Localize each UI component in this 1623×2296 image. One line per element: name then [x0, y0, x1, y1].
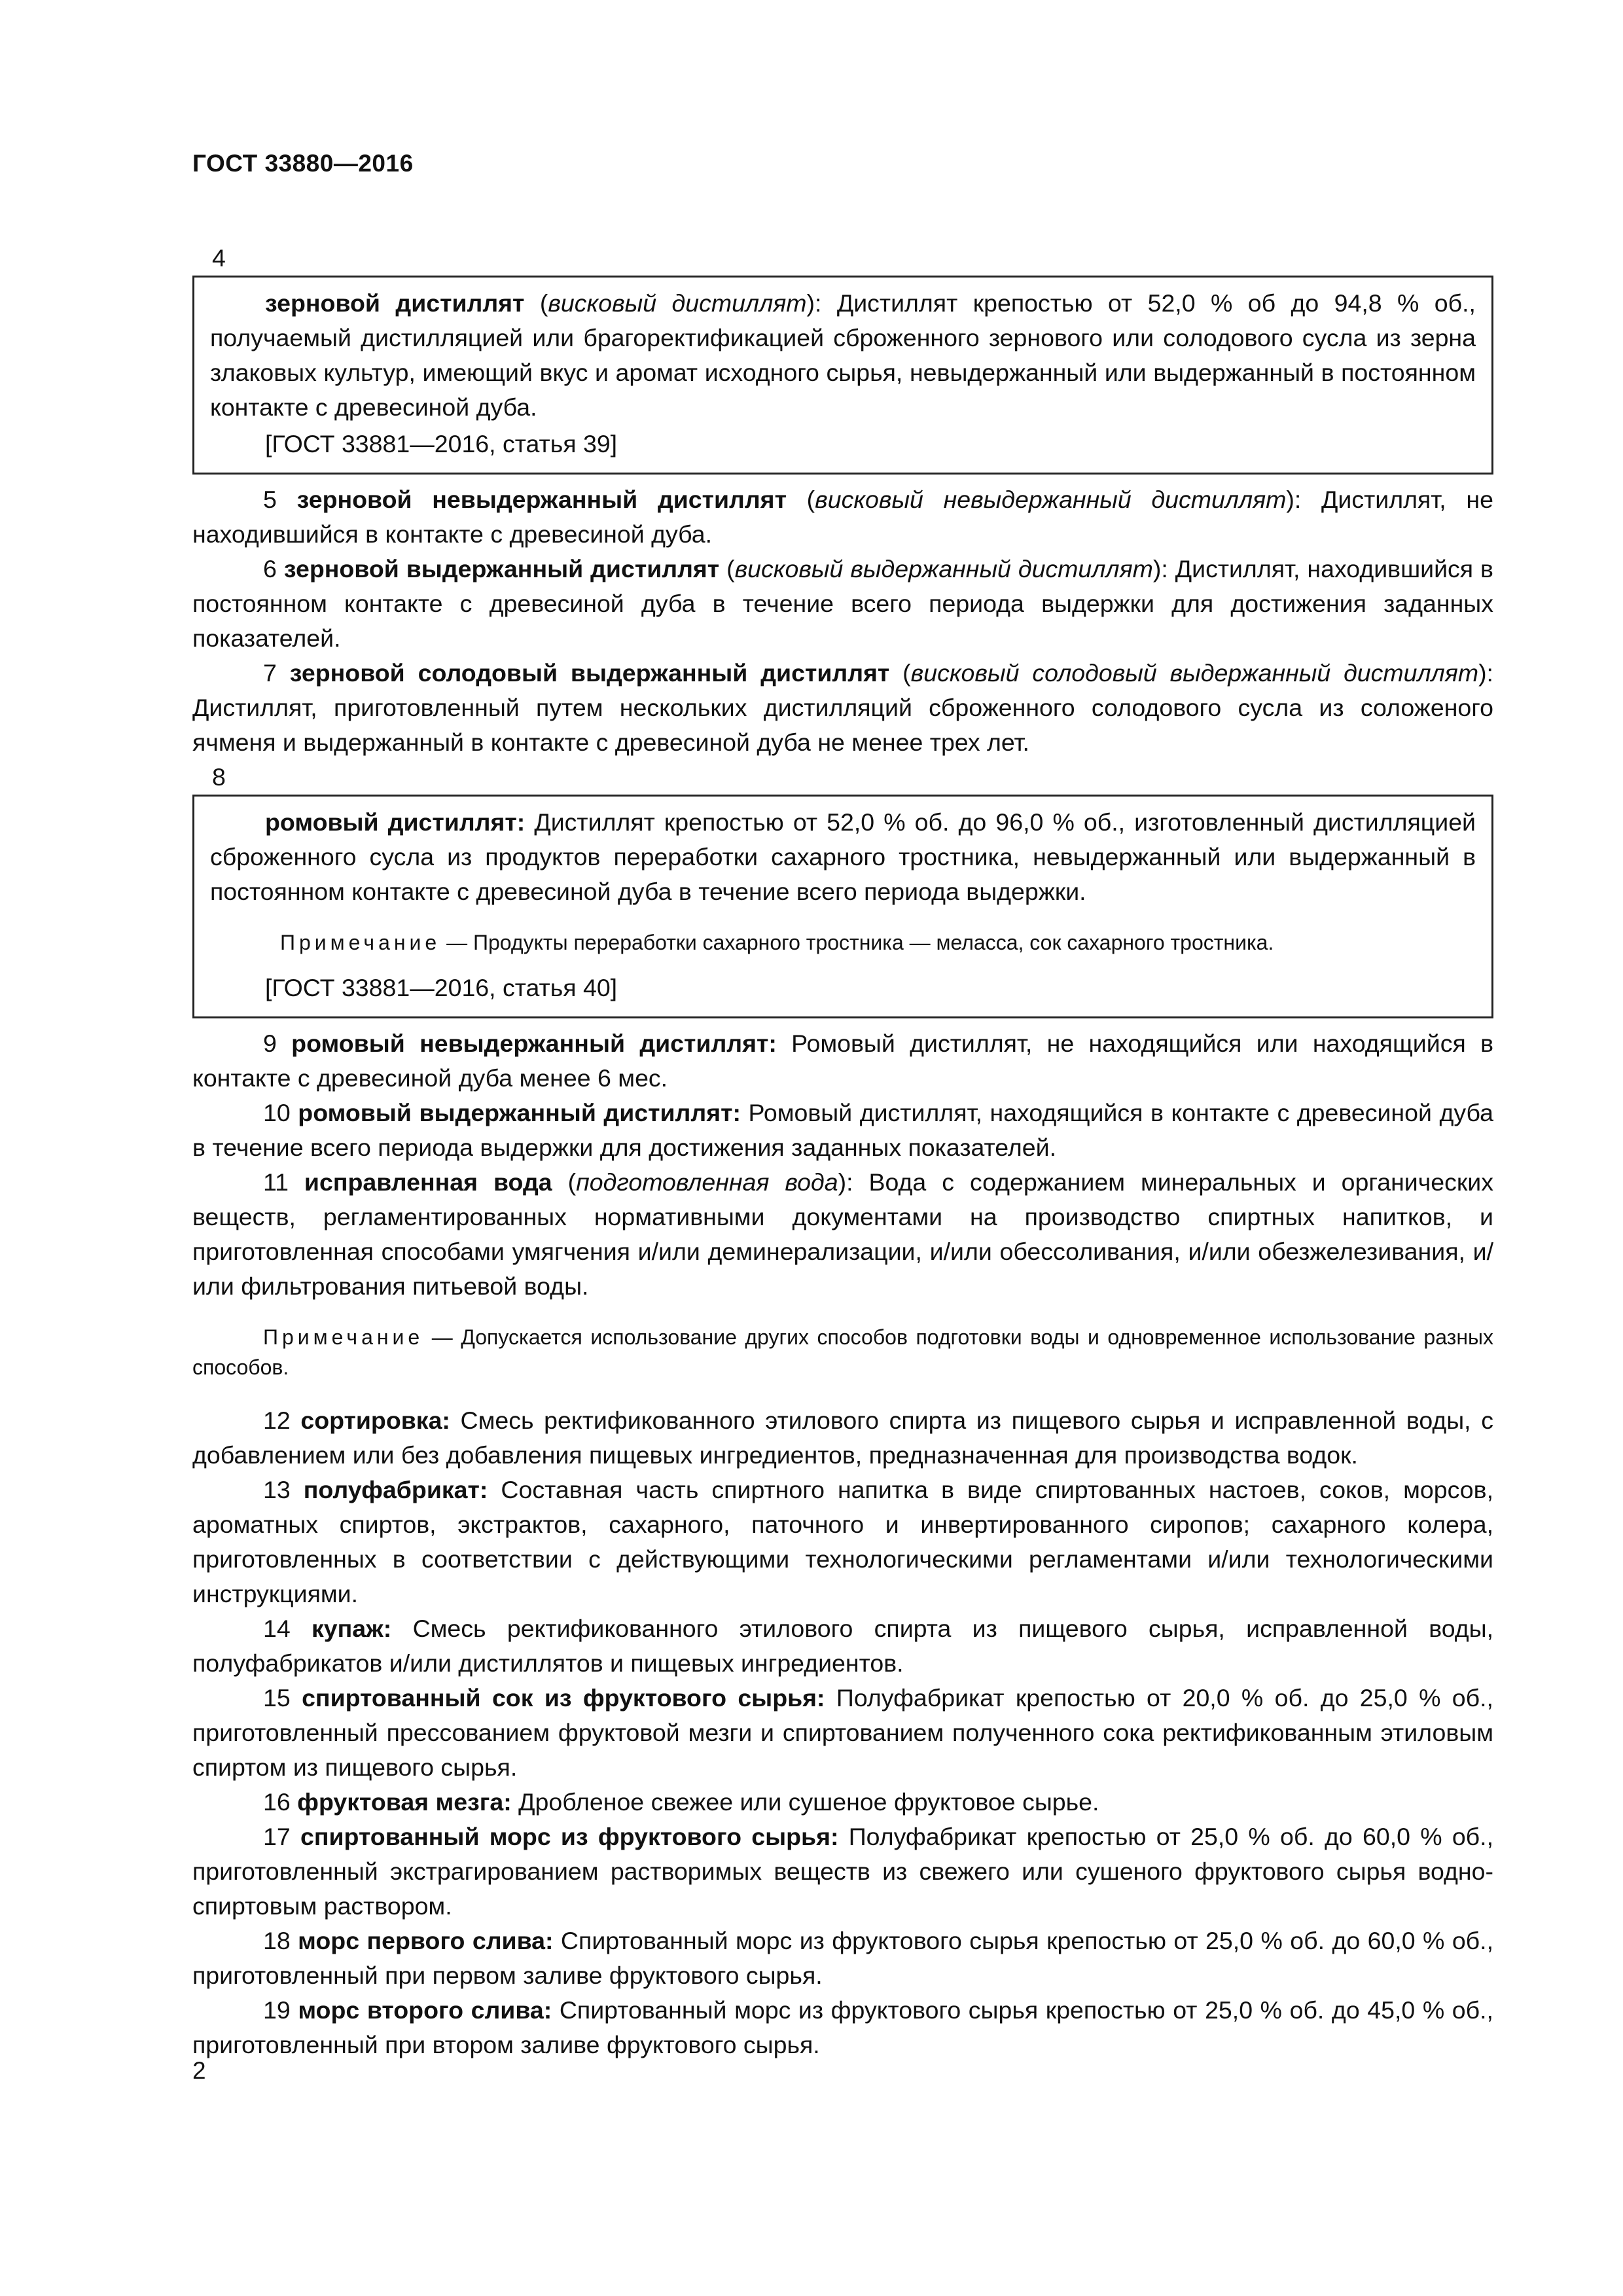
definition-text: Дистиллят, приготовленный путем нескольких дистилляций сброженного солодового сусла из соложеного ячменя и выдержанный в контакте с древесиной дуба не менее трех лет. [192, 694, 1493, 756]
term-name: сортировка: [300, 1407, 450, 1434]
term-definition-10: 10 ромовый выдержанный дистиллят: Ромовый дистиллят, находящийся в контакте с древесиной дуба в течение всего периода выдержки для достижения заданных показателей. [192, 1099, 1493, 1161]
term-definition-11: 11 исправленная вода (подготовленная вода): Вода с содержанием минеральных и органических веществ, регламентированных нормативными документами на производство спиртных напитков, и приготовленная способами умягчения и/или деминерализации, и/или обессоливания, и/или обезжелезивания, и/или фильтрования питьевой воды. [192, 1168, 1494, 1300]
term-synonym: висковый выдержанный дистиллят [734, 555, 1153, 583]
term-name: зерновой дистиллят [265, 289, 525, 317]
term-name: купаж: [312, 1615, 392, 1642]
note-text: — Продукты переработки сахарного тростника — меласса, сок сахарного тростника. [440, 931, 1274, 954]
definition-text: Ромовый дистиллят, не находящийся или находящийся в контакте с древесиной дуба менее 6 мес. [192, 1030, 1493, 1092]
term-name: фруктовая мезга: [297, 1788, 512, 1816]
term-synonym: висковый солодовый выдержанный дистиллят [910, 659, 1479, 687]
term-definition-5: 5 зерновой невыдержанный дистиллят (висковый невыдержанный дистиллят): Дистиллят, не находившийся в контакте с древесиной дуба. [192, 486, 1493, 548]
term-number-4: 4 [212, 244, 226, 272]
definition-text: Смесь ректификованного этилового спирта из пищевого сырья, исправленной воды, полуфабрикатов и/или дистиллятов и пищевых ингредиентов. [192, 1615, 1493, 1677]
term-synonym: висковый невыдержанный дистиллят [815, 486, 1287, 513]
page-number: 2 [192, 2057, 206, 2084]
note [192, 1322, 1493, 1382]
term-name: исправленная вода [304, 1168, 552, 1196]
term-definition-9: 9 ромовый невыдержанный дистиллят: Ромовый дистиллят, не находящийся или находящийся в контакте с древесиной дуба менее 6 мес. [192, 1030, 1493, 1092]
term-name: зерновой невыдержанный дистиллят [296, 486, 787, 513]
term-definition-8 [210, 805, 1476, 909]
term-box-8 [192, 795, 1493, 1018]
term-definition-16: 16 фруктовая мезга: Дробленое свежее или сушеное фруктовое сырье. [263, 1788, 1099, 1816]
note-text: — Допускается использование других способов подготовки воды и одновременное использование разных способов. [192, 1325, 1493, 1379]
term-name: морс первого слива: [298, 1927, 554, 1954]
term-definition-4: зерновой дистиллят (висковый дистиллят): Дистиллят крепостью от 52,0 % об до 94,8 % об., получаемый дистилляцией или брагоректификацией сброженного зернового или солодового сусла из зерна злаковых культур, имеющий вкус и аромат исходного сырья, невыдержанный или выдержанный в постоянном контакте с древесиной дуба. [210, 289, 1476, 421]
document-header: ГОСТ 33880—2016 [192, 150, 414, 177]
note-label: Примечание [280, 931, 441, 954]
term-name: ромовый выдержанный дистиллят: [298, 1099, 741, 1126]
term-definition-6: 6 зерновой выдержанный дистиллят (висковый выдержанный дистиллят): Дистиллят, находившийся в постоянном контакте с древесиной дуба в течение всего периода выдержки для достижения заданных показателей. [192, 555, 1493, 652]
term-name: полуфабрикат: [303, 1476, 488, 1503]
term-definition-15: 15 спиртованный сок из фруктового сырья: Полуфабрикат крепостью от 20,0 % об. до 25,0 % об., приготовленный прессованием фруктовой мезги и спиртованием полученного сока ректификованным этиловым спиртом из пищевого сырья. [192, 1684, 1493, 1781]
definition-text: Вода с содержанием минеральных и органических веществ, регламентированных нормативными документами на производство спиртных напитков, и приготовленная способами умягчения и/или деминерализации, и/или обессоливания, и/или обезжелезивания, и/или фильтрования питьевой воды. [192, 1168, 1494, 1300]
document-body [192, 241, 1493, 2062]
term-definition-7: 7 зерновой солодовый выдержанный дистиллят (висковый солодовый выдержанный дистиллят): Дистиллят, приготовленный путем нескольких дистилляций сброженного солодового сусла из соложеного ячменя и выдержанный в контакте с древесиной дуба не менее трех лет. [192, 659, 1493, 756]
definition-text: Дистиллят, не находившийся в контакте с древесиной дуба. [192, 486, 1493, 548]
definition-text: Дистиллят крепостью от 52,0 % об до 94,8 % об., получаемый дистилляцией или брагоректификацией сброженного зернового или солодового сусла из зерна злаковых культур, имеющий вкус и аромат исходного сырья, невыдержанный или выдержанный в постоянном контакте с древесиной дуба. [210, 289, 1476, 421]
definition-text: Ромовый дистиллят, находящийся в контакте с древесиной дуба в течение всего периода выдержки для достижения заданных показателей. [192, 1099, 1493, 1161]
term-name: зерновой солодовый выдержанный дистиллят [289, 659, 890, 687]
term-synonym: подготовленная вода [576, 1168, 838, 1196]
source-reference: [ГОСТ 33881—2016, статья 39] [265, 430, 618, 457]
term-name: ромовый дистиллят: [265, 808, 526, 836]
term-synonym: висковый дистиллят [548, 289, 807, 317]
note [210, 927, 1476, 958]
term-name: ромовый невыдержанный дистиллят: [291, 1030, 777, 1057]
term-definition-19: 19 морс второго слива: Спиртованный морс из фруктового сырья крепостью от 25,0 % об. до 45,0 % об., приготовленный при втором заливе фруктового сырья. [192, 1996, 1493, 2058]
term-name: спиртованный морс из фруктового сырья: [300, 1823, 839, 1850]
definition-text: Смесь ректификованного этилового спирта из пищевого сырья и исправленной воды, с добавлением или без добавления пищевых ингредиентов, предназначенная для производства водок. [192, 1407, 1493, 1469]
term-box-4 [192, 276, 1493, 475]
definition-text: Составная часть спиртного напитка в виде спиртованных настоев, соков, морсов, ароматных спиртов, экстрактов, сахарного, паточного и инвертированного сиропов; сахарного колера, приготовленных в соответствии с действующими технологическими регламентами и/или технологическими инструкциями. [192, 1476, 1493, 1607]
term-name: морс второго слива: [298, 1996, 552, 2024]
definition-text: Дистиллят, находившийся в постоянном контакте с древесиной дуба в течение всего периода выдержки для достижения заданных показателей. [192, 555, 1493, 652]
term-definition-18: 18 морс первого слива: Спиртованный морс из фруктового сырья крепостью от 25,0 % об. до 60,0 % об., приготовленный при первом заливе фруктового сырья. [192, 1927, 1493, 1989]
term-definition-14: 14 купаж: Смесь ректификованного этилового спирта из пищевого сырья, исправленной воды, полуфабрикатов и/или дистиллятов и пищевых ингредиентов. [192, 1615, 1493, 1677]
definition-text: Полуфабрикат крепостью от 20,0 % об. до 25,0 % об., приготовленный прессованием фруктовой мезги и спиртованием полученного сока ректификованным этиловым спиртом из пищевого сырья. [192, 1684, 1493, 1781]
definition-text: Дробленое свежее или сушеное фруктовое сырье. [511, 1788, 1099, 1816]
definition-text: Спиртованный морс из фруктового сырья крепостью от 25,0 % об. до 45,0 % об., приготовленный при втором заливе фруктового сырья. [192, 1996, 1493, 2058]
source-reference: [ГОСТ 33881—2016, статья 40] [265, 974, 618, 1001]
definition-text: Полуфабрикат крепостью от 25,0 % об. до 60,0 % об., приготовленный экстрагированием растворимых веществ из свежего или сушеного фруктового сырья водно-спиртовым раствором. [192, 1823, 1493, 1920]
term-definition-17: 17 спиртованный морс из фруктового сырья: Полуфабрикат крепостью от 25,0 % об. до 60,0 % об., приготовленный экстрагированием растворимых веществ из свежего или сушеного фруктового сырья водно-спиртовым раствором. [192, 1823, 1493, 1920]
definition-text: Спиртованный морс из фруктового сырья крепостью от 25,0 % об. до 60,0 % об., приготовленный при первом заливе фруктового сырья. [192, 1927, 1493, 1989]
term-number-8: 8 [212, 763, 226, 791]
term-name: зерновой выдержанный дистиллят [283, 555, 720, 583]
definition-text: Дистиллят крепостью от 52,0 % об. до 96,0 % об., изготовленный дистилляцией сброженного сусла из продуктов переработки сахарного тростника, невыдержанный или выдержанный в постоянном контакте с древесиной дуба в течение всего периода выдержки. [210, 808, 1476, 905]
term-definition-12: 12 сортировка: Смесь ректификованного этилового спирта из пищевого сырья и исправленной воды, с добавлением или без добавления пищевых ингредиентов, предназначенная для производства водок. [192, 1407, 1493, 1469]
term-name: спиртованный сок из фруктового сырья: [302, 1684, 825, 1712]
note-label: Примечание [263, 1325, 424, 1349]
term-definition-13: 13 полуфабрикат: Составная часть спиртного напитка в виде спиртованных настоев, соков, морсов, ароматных спиртов, экстрактов, сахарного, паточного и инвертированного сиропов; сахарного колера, приготовленных в соответствии с действующими технологическими регламентами и/или технологическими инструкциями. [192, 1476, 1493, 1607]
